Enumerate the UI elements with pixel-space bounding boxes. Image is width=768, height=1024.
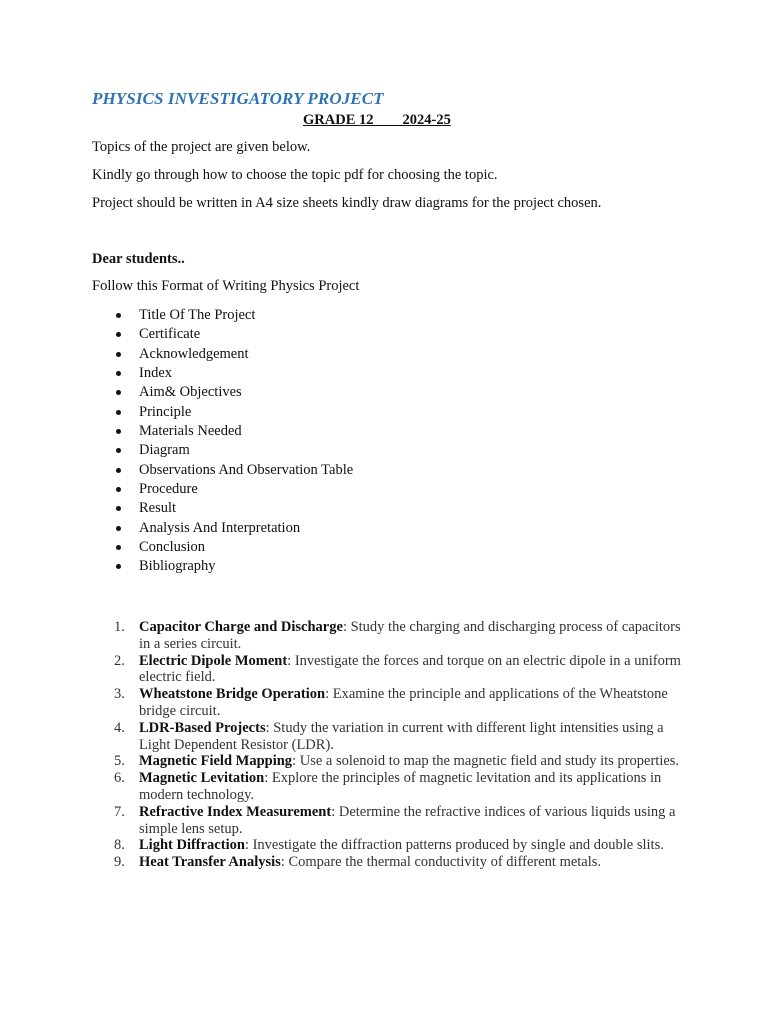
topic-list-item	[92, 804, 682, 838]
topic-number: 3.	[114, 686, 125, 703]
topic-description: : Use a solenoid to map the magnetic field and study its properties.	[292, 753, 680, 770]
topic-description: : Explore the principles of magnetic levitation and its applications in modern technology.	[139, 770, 662, 803]
intro-line-2: Kindly go through how to choose the topic pdf for choosing the topic.	[92, 167, 498, 183]
topic-description: : Determine the refractive indices of various liquids using a simple lens setup.	[139, 803, 676, 837]
topic-number: 4.	[114, 719, 125, 736]
topic-name: Wheatstone Bridge Operation	[139, 686, 326, 703]
topic-number: 5.	[114, 753, 125, 770]
format-list-item	[92, 345, 353, 364]
format-item-label: Index	[139, 365, 173, 382]
bullet-icon	[116, 429, 121, 434]
topic-name: Magnetic Levitation	[139, 770, 265, 787]
format-list-item	[92, 538, 353, 557]
topic-list-item	[92, 619, 682, 653]
format-list-item	[92, 461, 353, 480]
format-item-label: Certificate	[139, 326, 201, 343]
format-list-item	[92, 325, 353, 344]
topic-list-item	[92, 770, 682, 804]
format-bullet-list	[92, 306, 353, 577]
bullet-icon	[116, 506, 121, 511]
format-list-item	[92, 422, 353, 441]
topic-name: Heat Transfer Analysis	[139, 854, 281, 871]
format-list-item	[92, 557, 353, 576]
topic-name: LDR-Based Projects	[139, 719, 266, 736]
topic-list-item	[92, 837, 682, 854]
format-list-item	[92, 364, 353, 383]
topic-description: : Study the charging and discharging process of capacitors in a series circuit.	[139, 619, 681, 652]
topic-name: Magnetic Field Mapping	[139, 753, 293, 770]
topic-description: : Investigate the forces and torque on an electric dipole in a uniform electric field.	[139, 652, 681, 686]
format-item-label: Result	[139, 500, 177, 517]
topic-number: 1.	[114, 619, 125, 635]
page-title: PHYSICS INVESTIGATORY PROJECT	[92, 89, 384, 108]
topic-name: Light Diffraction	[139, 837, 245, 854]
format-item-label: Principle	[139, 403, 192, 420]
format-item-label: Materials Needed	[139, 423, 242, 440]
format-list-item	[92, 480, 353, 499]
format-list-item	[92, 519, 353, 538]
bullet-icon	[116, 371, 121, 376]
format-list-item	[92, 383, 353, 402]
format-list-item	[92, 403, 353, 422]
topic-list-item	[92, 686, 682, 720]
format-item-label: Analysis And Interpretation	[139, 519, 301, 536]
topic-description: : Examine the principle and applications of the Wheatstone bridge circuit.	[139, 686, 668, 719]
bullet-icon	[116, 564, 121, 569]
topic-name: Electric Dipole Moment	[139, 652, 288, 669]
intro-line-1: Topics of the project are given below.	[92, 139, 311, 155]
format-item-label: Observations And Observation Table	[139, 461, 354, 478]
topic-number: 6.	[114, 770, 125, 787]
topic-list-item	[92, 653, 682, 687]
bullet-icon	[116, 410, 121, 415]
format-item-label: Aim& Objectives	[139, 384, 242, 401]
greeting: Dear students..	[92, 251, 185, 267]
format-instruction: Follow this Format of Writing Physics Project	[92, 278, 360, 294]
bullet-icon	[116, 545, 121, 550]
topic-list-item	[92, 753, 682, 770]
topic-numbered-list	[92, 619, 682, 871]
topic-number: 9.	[114, 854, 125, 871]
bullet-icon	[116, 390, 121, 395]
format-item-label: Diagram	[139, 442, 190, 459]
topic-name: Capacitor Charge and Discharge	[139, 619, 343, 635]
topic-description: : Compare the thermal conductivity of different metals.	[280, 854, 602, 871]
topic-list-item	[92, 854, 682, 871]
format-item-label: Conclusion	[139, 539, 206, 556]
topic-name: Refractive Index Measurement	[139, 803, 332, 820]
format-item-label: Title Of The Project	[139, 307, 256, 323]
bullet-icon	[116, 313, 121, 318]
format-item-label: Bibliography	[139, 558, 216, 575]
topic-list-item	[92, 720, 682, 754]
bullet-icon	[116, 468, 121, 473]
bullet-icon	[116, 332, 121, 337]
topic-description: : Investigate the diffraction patterns produced by single and double slits.	[244, 837, 664, 854]
format-list-item	[92, 499, 353, 518]
bullet-icon	[116, 352, 121, 357]
intro-line-3: Project should be written in A4 size sheets kindly draw diagrams for the project chosen.	[92, 195, 602, 211]
bullet-icon	[116, 448, 121, 453]
format-item-label: Procedure	[139, 481, 198, 498]
grade-year-heading: GRADE 12 2024-25	[303, 112, 451, 128]
bullet-icon	[116, 526, 121, 531]
topic-number: 2.	[114, 652, 125, 669]
format-item-label: Acknowledgement	[139, 345, 249, 362]
topic-number: 8.	[114, 837, 125, 854]
topic-number: 7.	[114, 803, 125, 820]
bullet-icon	[116, 487, 121, 492]
format-list-item	[92, 441, 353, 460]
topic-description: : Study the variation in current with different light intensities using a Light Dependent Resistor (LDR).	[139, 719, 664, 753]
format-list-item	[92, 306, 353, 325]
